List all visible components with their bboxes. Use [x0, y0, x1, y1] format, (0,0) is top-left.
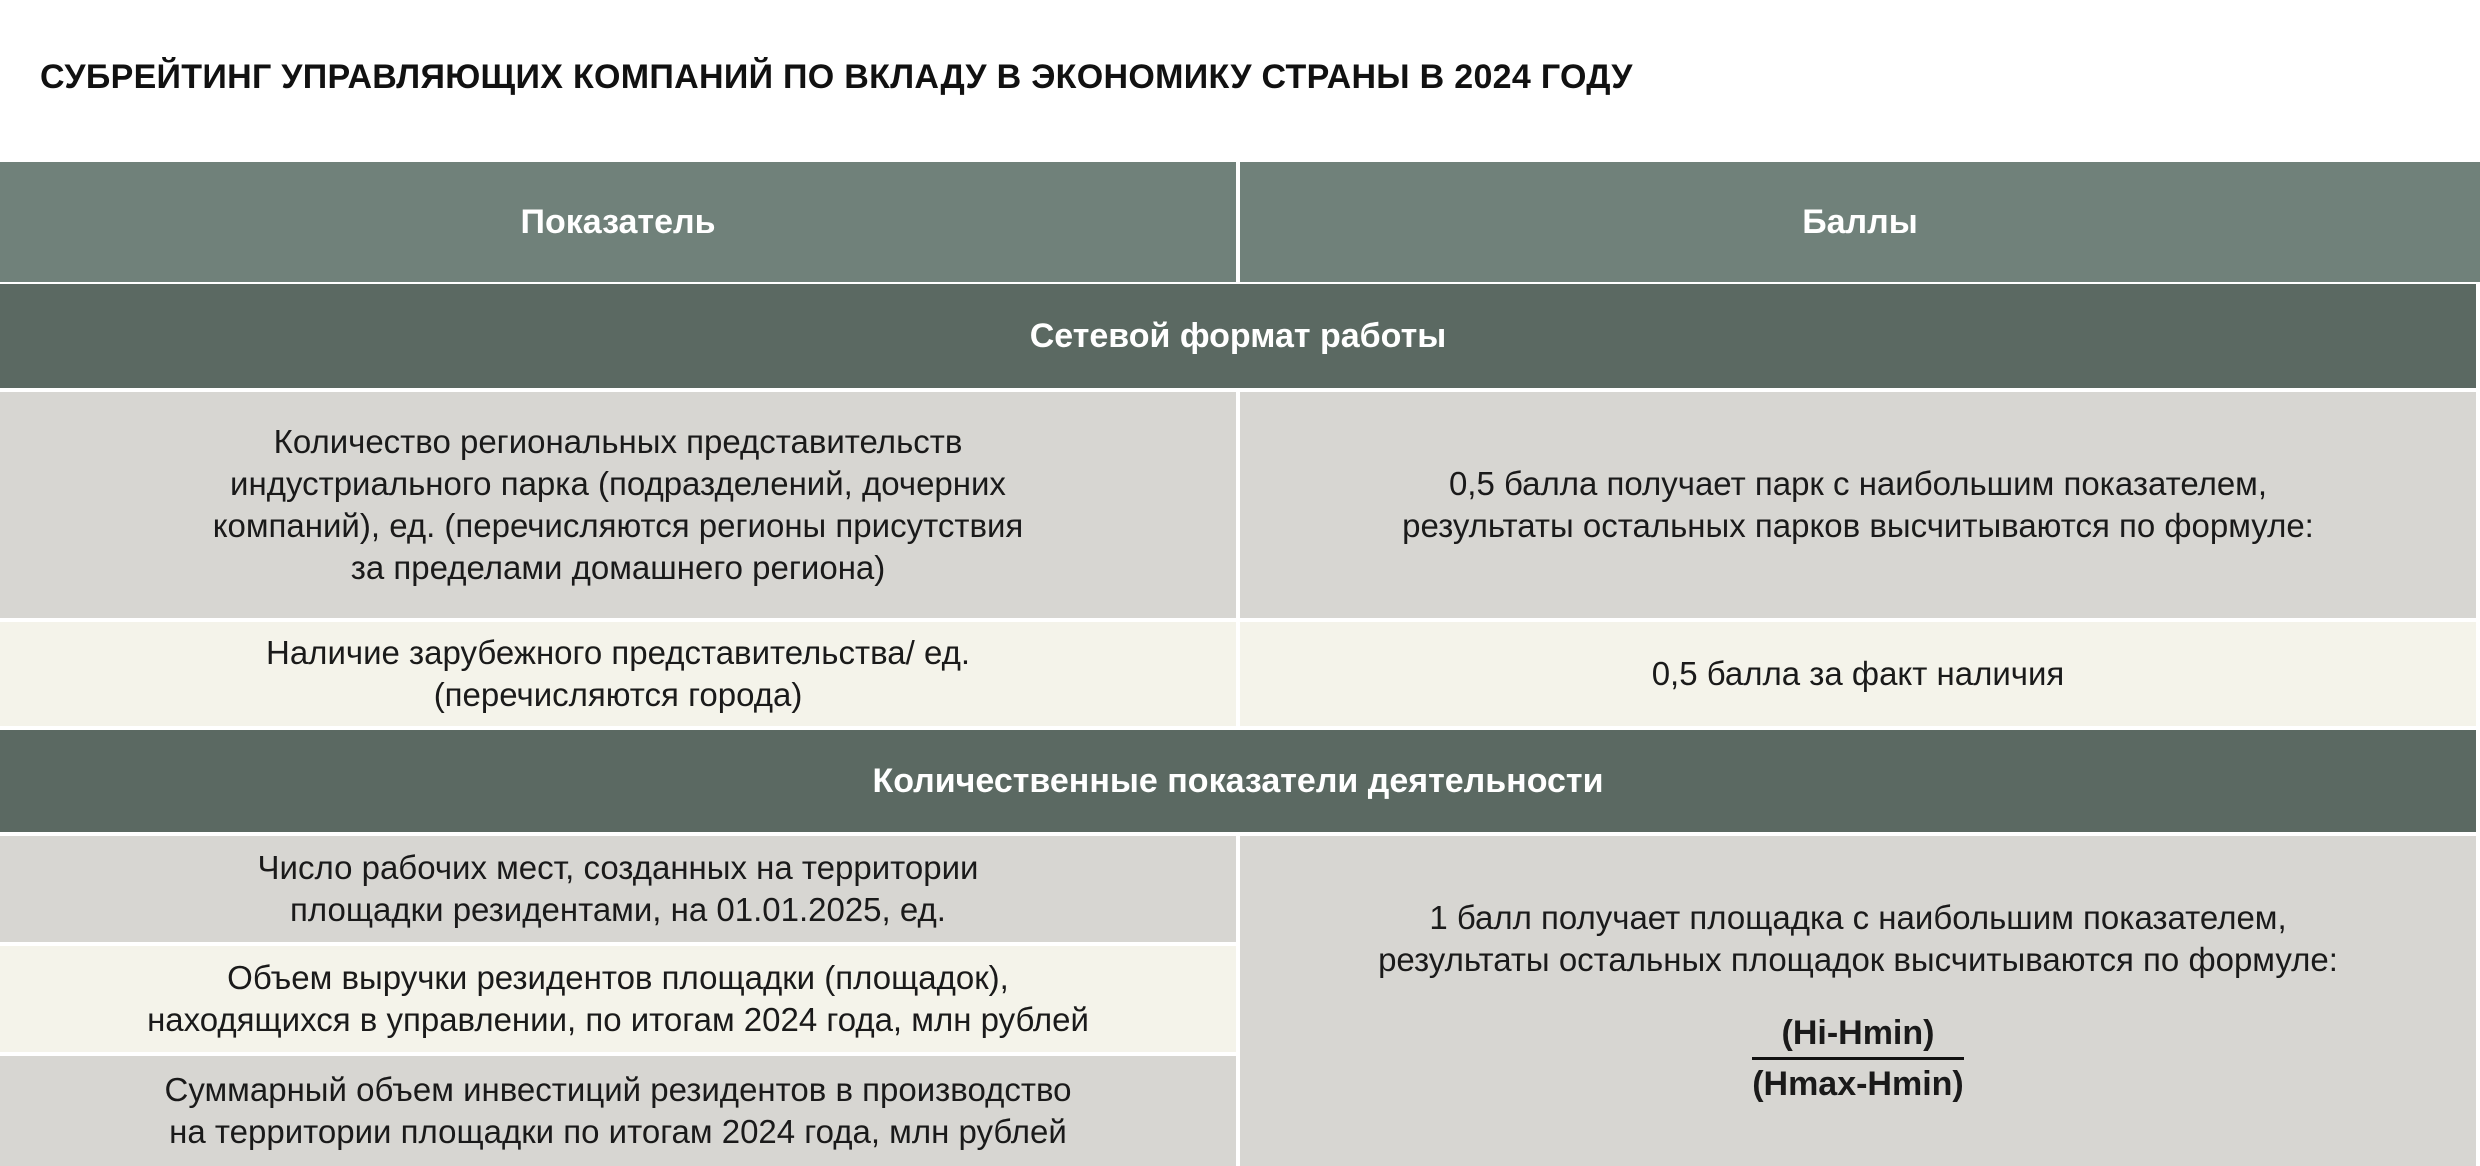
section-header-quantitative: [0, 730, 2476, 832]
table-row-indicator: [0, 622, 1236, 726]
indicator-text: Объем выручки резидентов площадки (площадок), находящихся в управлении, по итогам 2024 года, млн рублей: [147, 959, 1089, 1038]
merged-points-cell: [1240, 836, 2476, 1166]
column-header-indicator-label: Показатель: [520, 203, 716, 241]
table-row-indicator: [0, 1056, 1236, 1166]
indicator-text: Количество региональных представительств индустриального парка (подразделений, дочерних компаний), ед. (перечисляются регионы присутствия за пределами домашнего региона): [212, 423, 1024, 586]
table-row-indicator: [0, 836, 1236, 942]
section-header-network: [0, 284, 2476, 388]
table-row-points: [1240, 392, 2476, 618]
table-row-indicator: [0, 392, 1236, 618]
points-content: [1378, 897, 2338, 1106]
points-text: 0,5 балла за факт наличия: [1651, 655, 2065, 692]
formula-numerator: (Hi-Hmin): [1752, 1011, 1965, 1060]
indicator-text: Число рабочих мест, созданных на территории площадки резидентами, на 01.01.2025, ед.: [257, 849, 979, 928]
section-title: Количественные показатели деятельности: [872, 762, 1604, 800]
indicator-text: Суммарный объем инвестиций резидентов в производство на территории площадки по итогам 2024 года, млн рублей: [164, 1071, 1072, 1150]
formula-denominator: (Hmax-Hmin): [1752, 1064, 1964, 1103]
column-header-indicator: [0, 162, 1236, 282]
points-text: 1 балл получает площадка с наибольшим показателем, результаты остальных площадок высчитываются по формуле:: [1378, 898, 2338, 978]
table-row-indicator: [0, 946, 1236, 1052]
points-text: 0,5 балла получает парк с наибольшим показателем, результаты остальных парков высчитываются по формуле:: [1402, 465, 2314, 544]
section-title: Сетевой формат работы: [1029, 317, 1447, 355]
column-header-points: [1240, 162, 2480, 282]
indicator-text: Наличие зарубежного представительства/ ед. (перечисляются города): [266, 634, 970, 713]
normalization-formula: [1752, 1011, 1965, 1106]
page-title: СУБРЕЙТИНГ УПРАВЛЯЮЩИХ КОМПАНИЙ ПО ВКЛАДУ В ЭКОНОМИКУ СТРАНЫ В 2024 ГОДУ: [40, 58, 1633, 96]
column-header-points-label: Баллы: [1802, 203, 1918, 241]
table-row-points: [1240, 622, 2476, 726]
